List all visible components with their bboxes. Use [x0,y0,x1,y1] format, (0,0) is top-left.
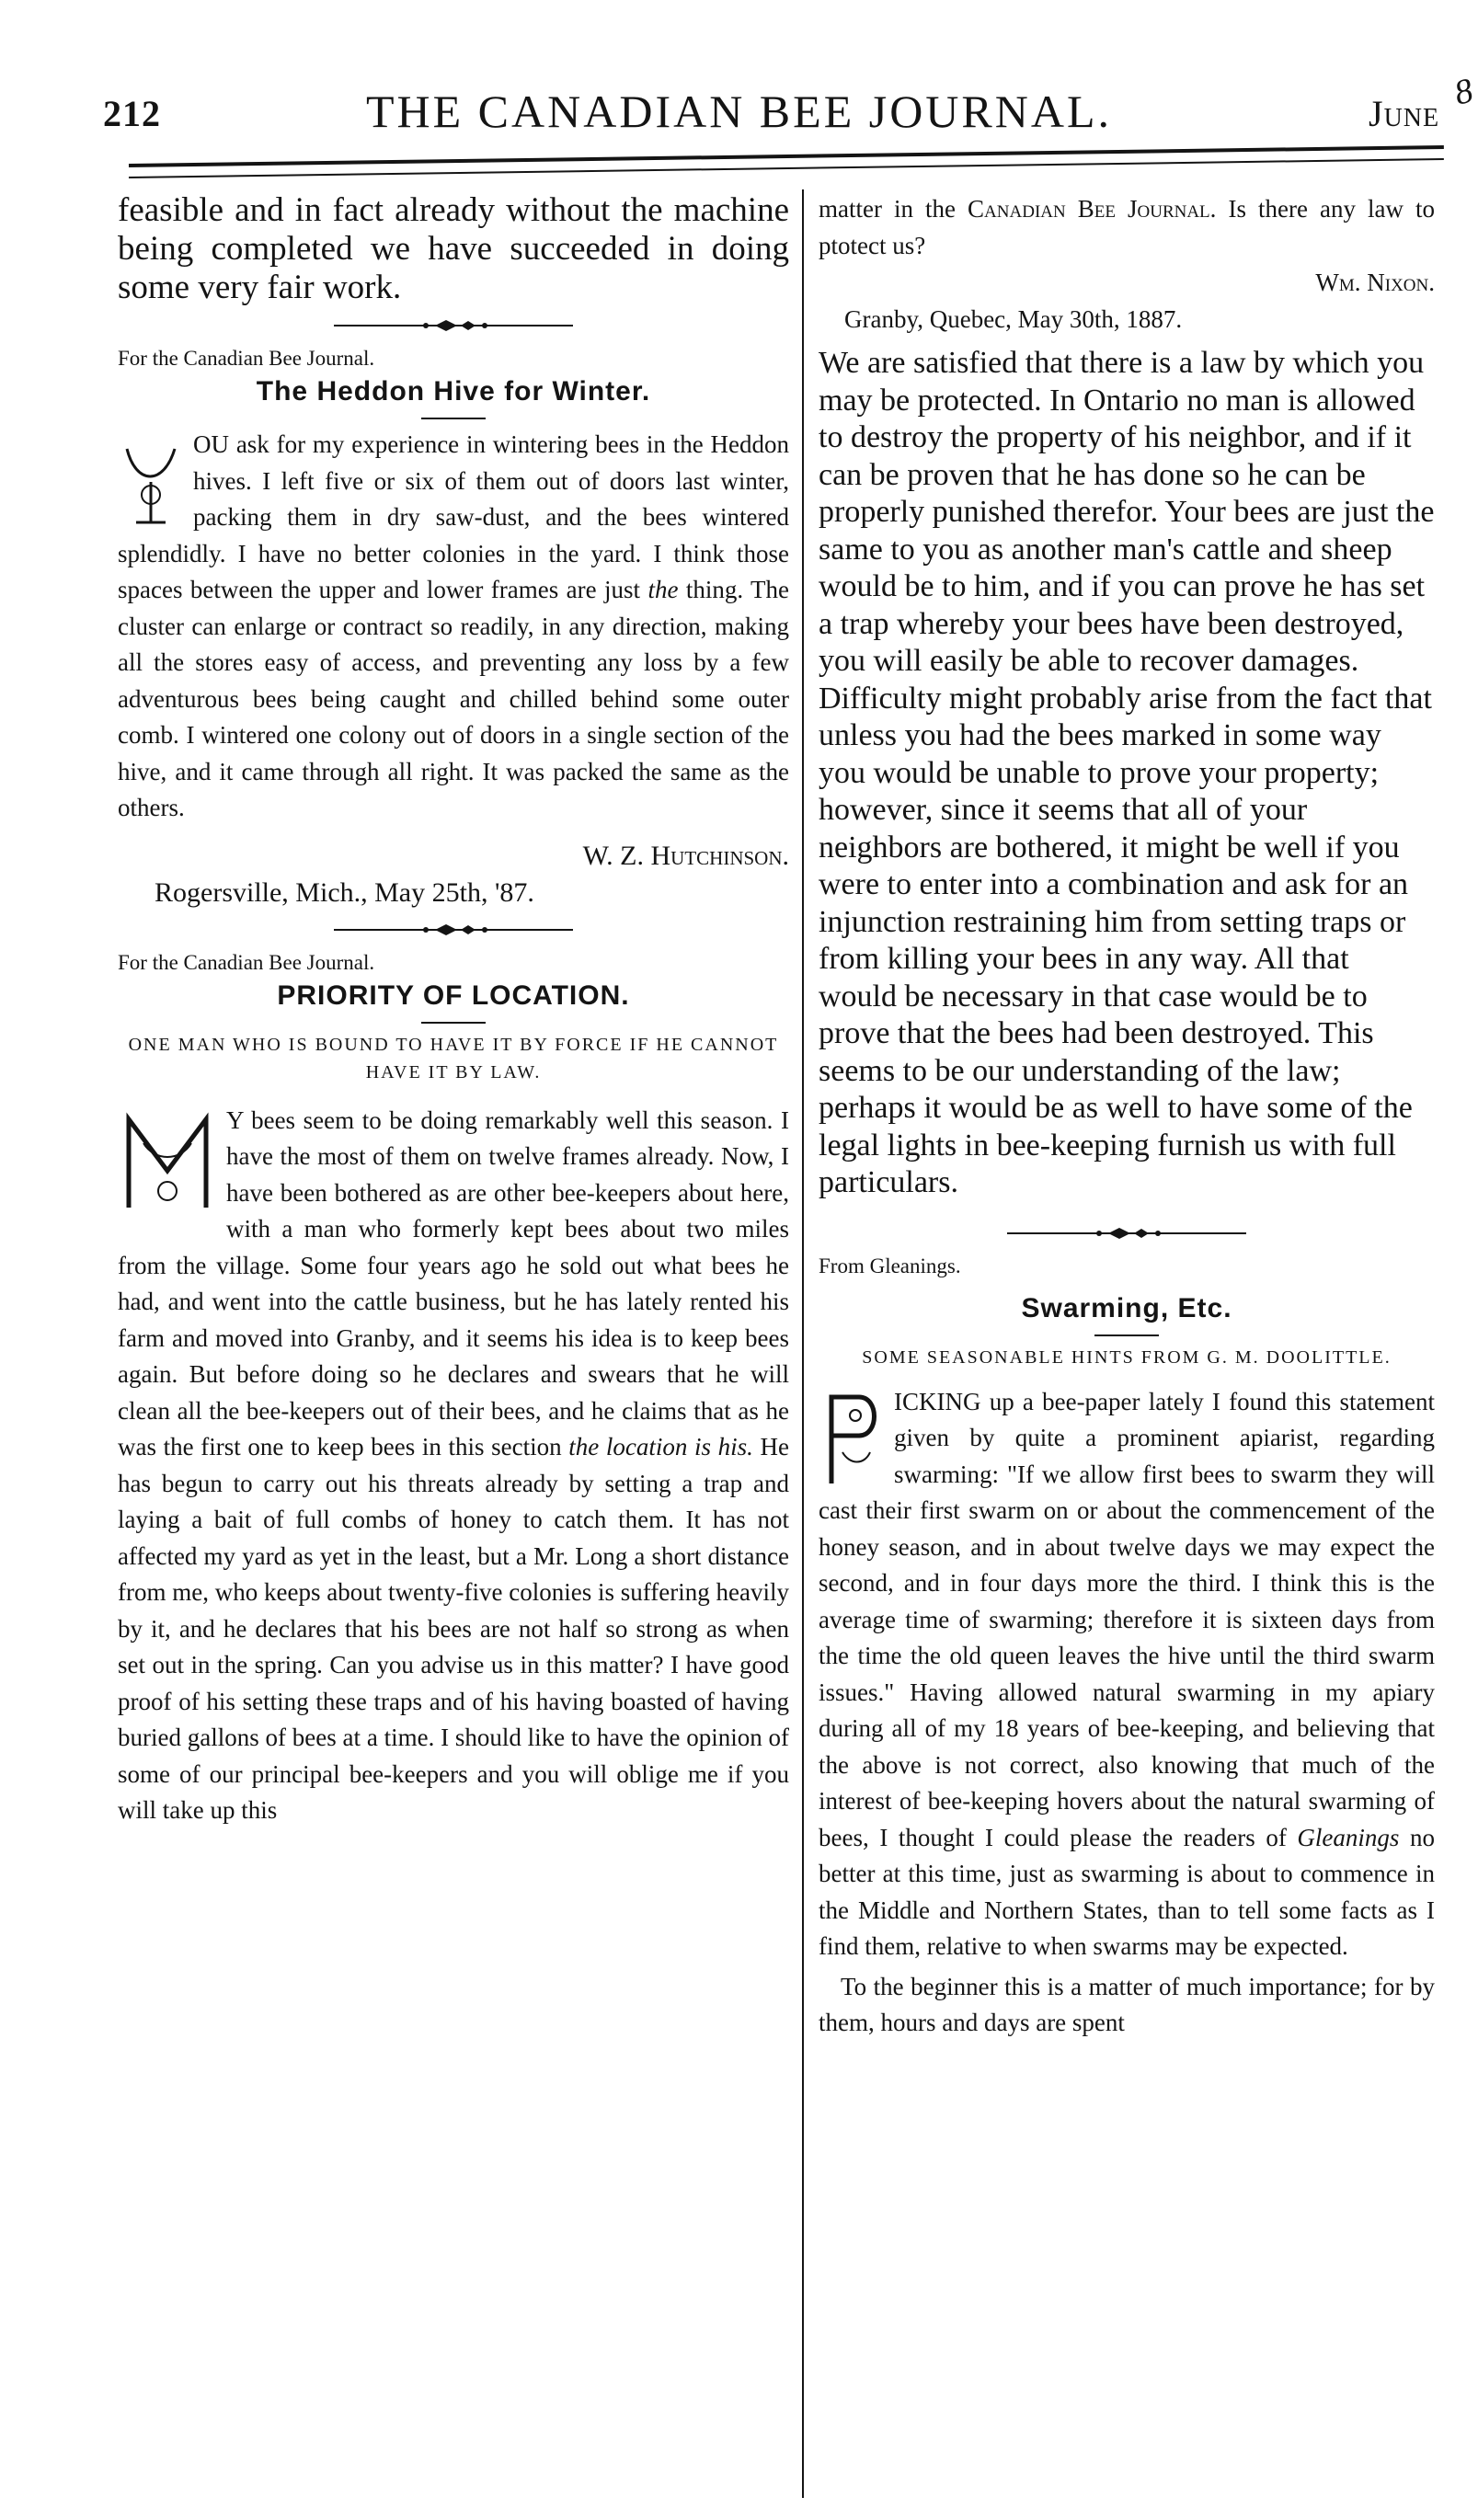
dropcap-p [819,1388,885,1489]
article1-body-rest: thing. The cluster can enlarge or contract so readily, in any direction, making all the stores easy of access, and preventing any loss by a few adventurous bees being caught and chilled behind some outer comb. I wintered one colony out of doors in a single section of the hive, and it came through all right. It was packed the same as the others. [118,576,789,821]
left-column [118,191,789,1829]
article2-title: PRIORITY OF LOCATION. [277,979,630,1011]
article2-body-italic: the location is his. [568,1433,753,1460]
column-divider [802,189,804,2498]
journal-title: THE CANADIAN BEE JOURNAL. [365,86,1113,137]
dropcap-ornament [118,430,184,530]
article2-subtitle: ONE MAN WHO IS BOUND TO HAVE IT BY FORCE IF HE CANNOT HAVE IT BY LAW. [128,1034,779,1082]
dropcap-ornament [819,1388,885,1489]
editorial-reply: We are satisfied that there is a law by which you may be protected. In Ontario no man is allowed to destroy the property of his neighbor, and if it can be proven that he has done so he can be properly punished therefor. Your bees are just the same to you as another man's cattle and sheep would be to him, and if you can prove he has set a trap whereby your bees have been destroyed, you will easily be able to recover damages. Difficulty might probably arise from the fact that unless you had the bees marked in some way you would be unable to prove your property; however, since it seems that all of your neighbors are bothered, it might be well if you were to enter into a combination and ask for an injunction restraining him from setting traps or from killing your bees in any way. All that would be necessary in that case would be to prove that the bees had been destroyed. This seems to be our understanding of the law; perhaps it would be as well to have some of the legal lights in bee-keeping furnish us with full particulars. [819,346,1435,1199]
article3-body-rest: no better at this time, just as swarming is about to commence in the Middle and Northern States, than to tell some facts as I find them, relative to when swarms may be expected. [819,1823,1435,1960]
page-number: 212 [103,93,161,134]
title-rule [421,418,486,419]
dropcap-y [118,430,184,530]
article2-dateline: Granby, Quebec, May 30th, 1887. [844,305,1183,333]
article3-title: Swarming, Etc. [1021,1292,1232,1323]
article1-dateline: Rogersville, Mich., May 25th, '87. [155,876,534,908]
article3-body-italic: Gleanings [1297,1823,1400,1851]
dropcap-ornament [118,1106,217,1215]
article2-body-rest: He has begun to carry out his threats already by setting a trap and laying a bait of full combs of honey to catch them. It has not affected my yard as yet in the least, but a Mr. Long a short distance from me, who keeps about twenty-five colonies is suffering heavily by it, and he declares that his bees are not half so strong as when set out in the spring. Can you advise us in this matter? I have good proof of his setting these traps and of his having boasted of having buried gallons of bees at a time. I should like to have the opinion of some of our principal bee-keepers and you will oblige me if you will take up this [118,1433,790,1824]
section-ornament [334,921,573,939]
article2-signature: Wm. Nixon. [1315,269,1435,296]
section-ornament [334,316,573,335]
continuation-text-a: matter in the [819,195,968,223]
article2-continuation [819,191,1435,264]
article1-source: For the Canadian Bee Journal. [118,347,375,370]
article2-source: For the Canadian Bee Journal. [118,950,375,974]
continuation-text-b: Is there any law to ptotect us? [819,195,1435,259]
title-rule [1094,1334,1159,1336]
article3-body-first: ICKING up a bee-paper lately I found this statement given by quite a prominent apiarist, regarding swarming: "If we allow first bees to swarm they will cast their first swarm on or about the commencement of the honey season, and in about twelve days we may expect the second, and in four days more the third. I think this is the average time of swarming; therefore it is sixteen days from the time the old queen leaves the hive until the third swarm issues." Having allowed natural swarming in my apiary during all of my 18 years of bee-keeping, and believing that the above is not correct, also knowing that much of the interest of bee-keeping hovers about the natural swarming of bees, I thought I could please the readers of [819,1387,1435,1851]
dropcap-m [118,1106,217,1215]
article3-source: From Gleanings. [819,1254,961,1277]
article1-body-italic: the [647,576,679,603]
page-header [0,71,1478,156]
article1-body [118,427,789,827]
continuation-journal-name: Canadian Bee Journal. [968,195,1217,223]
opening-paragraph: feasible and in fact already without the machine being completed we have succeeded in doing some very fair work. [118,191,789,306]
article2-body-first: Y bees seem to be doing remarkably well this season. I have the most of them on twelve frames already. Now, I have been bothered as are other bee-keepers about here, with a man who formerly kept bees about two miles from the village. Some four years ago he sold out what bees he had, and went into the cattle business, but he has lately rented his farm and moved into Granby, and it seems his idea is to keep bees again. But before doing so he declares and swears that he will clean all the bee-keepers out of their bees, and he claims that as he was the first one to keep bees in this section [118,1105,789,1460]
issue-month: June [1369,93,1440,134]
article3-final-paragraph: To the beginner this is a matter of much importance; for by them, hours and days are spent [819,1972,1435,2036]
article3-subtitle: SOME SEASONABLE HINTS FROM G. M. DOOLITTLE. [862,1346,1392,1368]
issue-day: 8 [1450,71,1477,113]
right-column [819,191,1435,2042]
article1-body-first: OU ask for my experience in wintering bees in the Heddon hives. I left five or six of them out of doors last winter, packing them in dry saw-dust, and the bees wintered splendidly. I have no better colonies in the yard. I think those spaces between the upper and lower frames are just [118,430,789,603]
title-rule [421,1022,486,1024]
article1-signature: W. Z. Hutchinson. [582,840,789,871]
section-ornament [1007,1224,1246,1243]
article3-body [819,1384,1435,1965]
article2-body [118,1103,789,1829]
article1-title: The Heddon Hive for Winter. [256,376,651,407]
